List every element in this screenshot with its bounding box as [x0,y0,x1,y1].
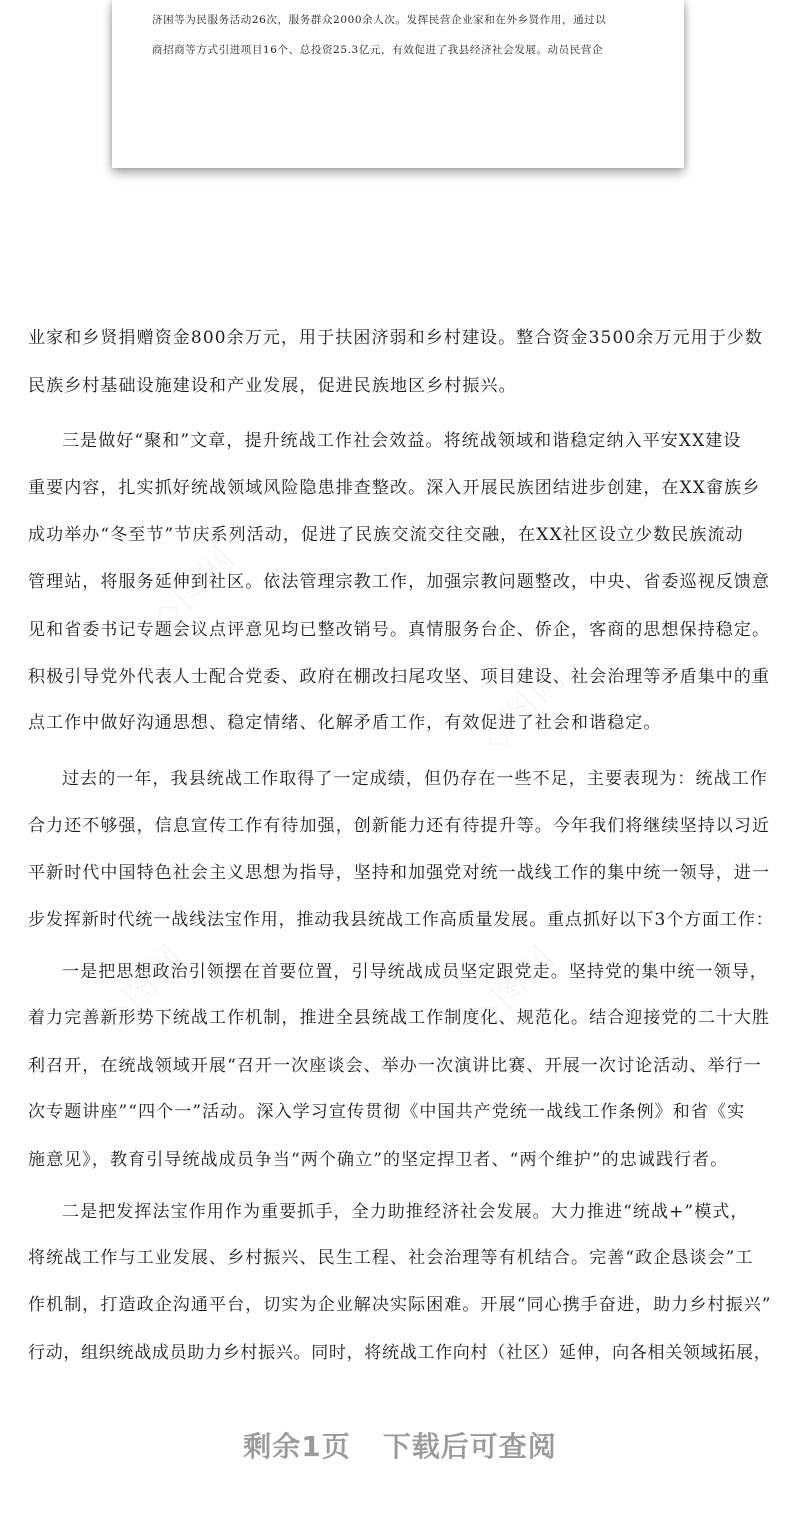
paragraph-line: 次专题讲座”“四个一”活动。深入学习宣传贯彻《中国共产党统一战线工作条例》和省《实 [28,1102,746,1122]
paragraph-line: 二是把发挥法宝作用作为重要抓手，全力助推经济社会发展。大力推进“统战+”模式， [62,1202,749,1222]
remaining-pages-label: 剩余1页 [243,1430,351,1463]
paragraph-line: 成功举办“冬至节”节庆系列活动，促进了民族交流交往交融，在XX社区设立少数民族流动 [28,525,744,545]
paragraph-line: 三是做好“聚和”文章，提升统战工作社会效益。将统战领域和谐稳定纳入平安XX建设 [62,431,742,451]
paragraph-line: 业家和乡贤捐赠资金800余万元，用于扶困济弱和乡村建设。整合资金3500余万元用于少数 [28,328,764,348]
paragraph-line: 作机制，打造政企沟通平台，切实为企业解决实际困难。开展“同心携手奋进，助力乡村振兴” [28,1295,772,1315]
paragraph-line: 合力还不够强，信息宣传工作有待加强，创新能力还有待提升等。今年我们将继续坚持以习近 [28,816,771,836]
paragraph-line: 见和省委书记专题会议点评意见均已整改销号。真情服务台企、侨企，客商的思想保持稳定。 [28,620,771,640]
paragraph-line: 民族乡村基础设施建设和产业发展，促进民族地区乡村振兴。 [28,376,517,396]
paragraph-line: 步发挥新时代统一战线法宝作用，推动我县统战工作高质量发展。重点抓好以下3个方面工作： [28,910,774,930]
paragraph-line: 施意见》，教育引导统战成员争当“两个确立”的坚定捍卫者、“两个维护”的忠诚践行者。 [28,1150,729,1170]
paragraph-line: 重要内容，扎实抓好统战领域风险隐患排查整改。深入开展民族团结进步创建，在XX畲族乡 [28,478,761,498]
paragraph-line: 过去的一年，我县统战工作取得了一定成绩，但仍存在一些不足，主要表现为：统战工作 [62,769,768,789]
download-prompt[interactable] [0,1425,800,1465]
preview-line: 济困等为民服务活动26次，服务群众2000余人次。发挥民营企业家和在外乡贤作用，通过以 [152,14,607,26]
paragraph-line: 着力完善新形势下统战工作机制，推进全县统战工作制度化、规范化。结合迎接党的二十大胜 [28,1008,771,1028]
paragraph-line: 将统战工作与工业发展、乡村振兴、民生工程、社会治理等有机结合。完善“政企恳谈会”工 [28,1248,754,1268]
download-to-view-label: 下载后可查阅 [382,1430,557,1463]
paragraph-line: 平新时代中国特色社会主义思想为指导，坚持和加强党对统一战线工作的集中统一领导，进一 [28,863,771,883]
paragraph-line: 积极引导党外代表人士配合党委、政府在棚改扫尾攻坚、项目建设、社会治理等矛盾集中的重 [28,667,771,687]
preview-page-card [112,0,684,168]
paragraph-line: 行动，组织统战成员助力乡村振兴。同时，将统战工作向村（社区）延伸，向各相关领域拓展， [28,1343,772,1363]
paragraph-line: 点工作中做好沟通思想、稳定情绪、化解矛盾工作，有效促进了社会和谐稳定。 [28,713,662,733]
paragraph-line: 一是把思想政治引领摆在首要位置，引导统战成员坚定跟党走。坚持党的集中统一领导， [62,962,768,982]
paragraph-line: 利召开，在统战领域开展“召开一次座谈会、举办一次演讲比赛、开展一次讨论活动、举行一 [28,1056,762,1076]
paragraph-line: 管理站，将服务延伸到社区。依法管理宗教工作，加强宗教问题整改，中央、省委巡视反馈意 [28,572,771,592]
preview-line: 商招商等方式引进项目16个、总投资25.3亿元，有效促进了我县经济社会发展。动员民营企 [152,44,604,56]
